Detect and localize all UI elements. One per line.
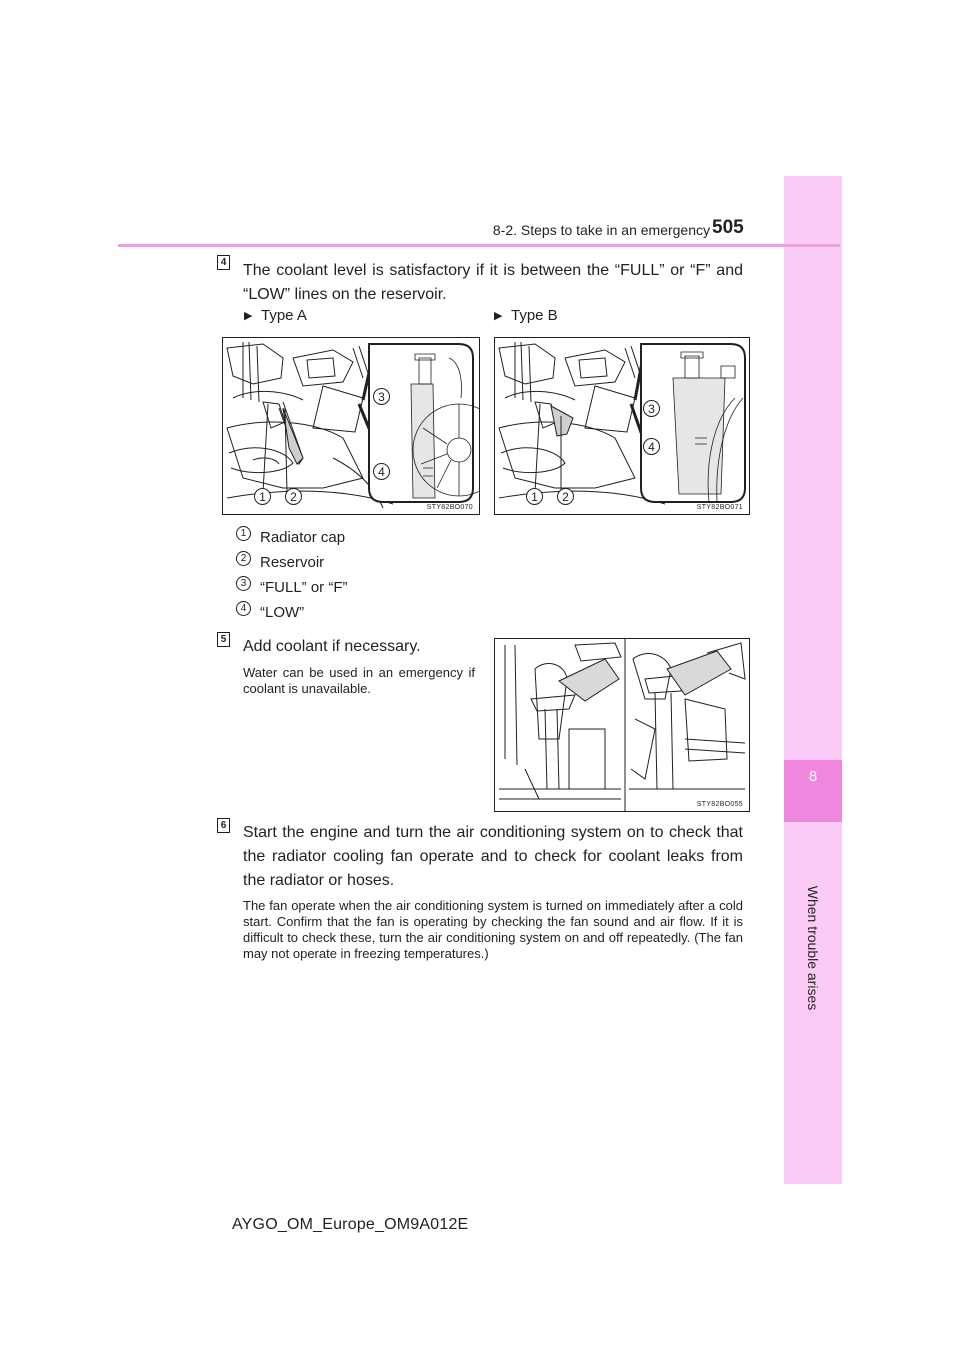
legend-num-1: 1 bbox=[236, 526, 251, 541]
chapter-side-tab bbox=[784, 176, 842, 1184]
legend-label-1: Radiator cap bbox=[260, 529, 346, 546]
callout-3: 3 bbox=[643, 400, 660, 417]
callout-1: 1 bbox=[526, 488, 543, 505]
callout-1: 1 bbox=[254, 488, 271, 505]
figure-a-code: STY82BO070 bbox=[426, 504, 473, 511]
page-number: 505 bbox=[712, 217, 744, 238]
type-b-label: Type B bbox=[511, 307, 558, 324]
type-a-arrow-icon: ▶ bbox=[244, 310, 253, 322]
step-5-note: Water can be used in an emergency if coolant is unavailable. bbox=[243, 665, 475, 696]
figure-add-coolant-code: STY82BO055 bbox=[696, 801, 743, 808]
step-4-marker: 4 bbox=[217, 255, 230, 270]
step-6-text: Start the engine and turn the air conditioning system on to check that the radiator cooling fan operate and to check for coolant leaks from the radiator or hoses. bbox=[243, 824, 743, 889]
legend-num-3: 3 bbox=[236, 576, 251, 591]
step-4-text: The coolant level is satisfactory if it is between the “FULL” or “F” and “LOW” lines on the reservoir. bbox=[243, 262, 743, 303]
step-6-note: The fan operate when the air conditioning system is turned on immediately after a cold start. Confirm that the fan is operating by checking the fan sound and air flow. If it is difficult to check these, turn the air conditioning system on and off repeatedly. (The fan may not operate in freezing temperatures.) bbox=[243, 898, 743, 961]
callout-2: 2 bbox=[285, 488, 302, 505]
callout-4: 4 bbox=[643, 438, 660, 455]
type-a-label: Type A bbox=[261, 307, 307, 324]
callout-2: 2 bbox=[557, 488, 574, 505]
legend-label-2: Reservoir bbox=[260, 554, 325, 571]
document-id: AYGO_OM_Europe_OM9A012E bbox=[232, 1216, 469, 1233]
legend-label-3: “FULL” or “F” bbox=[260, 579, 348, 596]
legend-num-2: 2 bbox=[236, 551, 251, 566]
type-b-arrow-icon: ▶ bbox=[494, 310, 503, 322]
callout-3: 3 bbox=[373, 388, 390, 405]
chapter-number: 8 bbox=[808, 768, 818, 785]
chapter-title: When trouble arises bbox=[805, 885, 821, 1011]
figure-type-a bbox=[222, 337, 480, 515]
legend-num-4: 4 bbox=[236, 601, 251, 616]
add-coolant-illustration bbox=[495, 639, 749, 811]
step-6-marker: 6 bbox=[217, 818, 230, 833]
section-title: 8-2. Steps to take in an emergency bbox=[492, 222, 710, 238]
legend-label-4: “LOW” bbox=[260, 604, 305, 621]
callout-4: 4 bbox=[373, 463, 390, 480]
figure-add-coolant bbox=[494, 638, 750, 812]
step-5-text: Add coolant if necessary. bbox=[243, 638, 421, 655]
step-5-marker: 5 bbox=[217, 632, 230, 647]
figure-b-code: STY82BO071 bbox=[696, 504, 743, 511]
header-rule bbox=[118, 244, 840, 247]
figure-type-b bbox=[494, 337, 750, 515]
